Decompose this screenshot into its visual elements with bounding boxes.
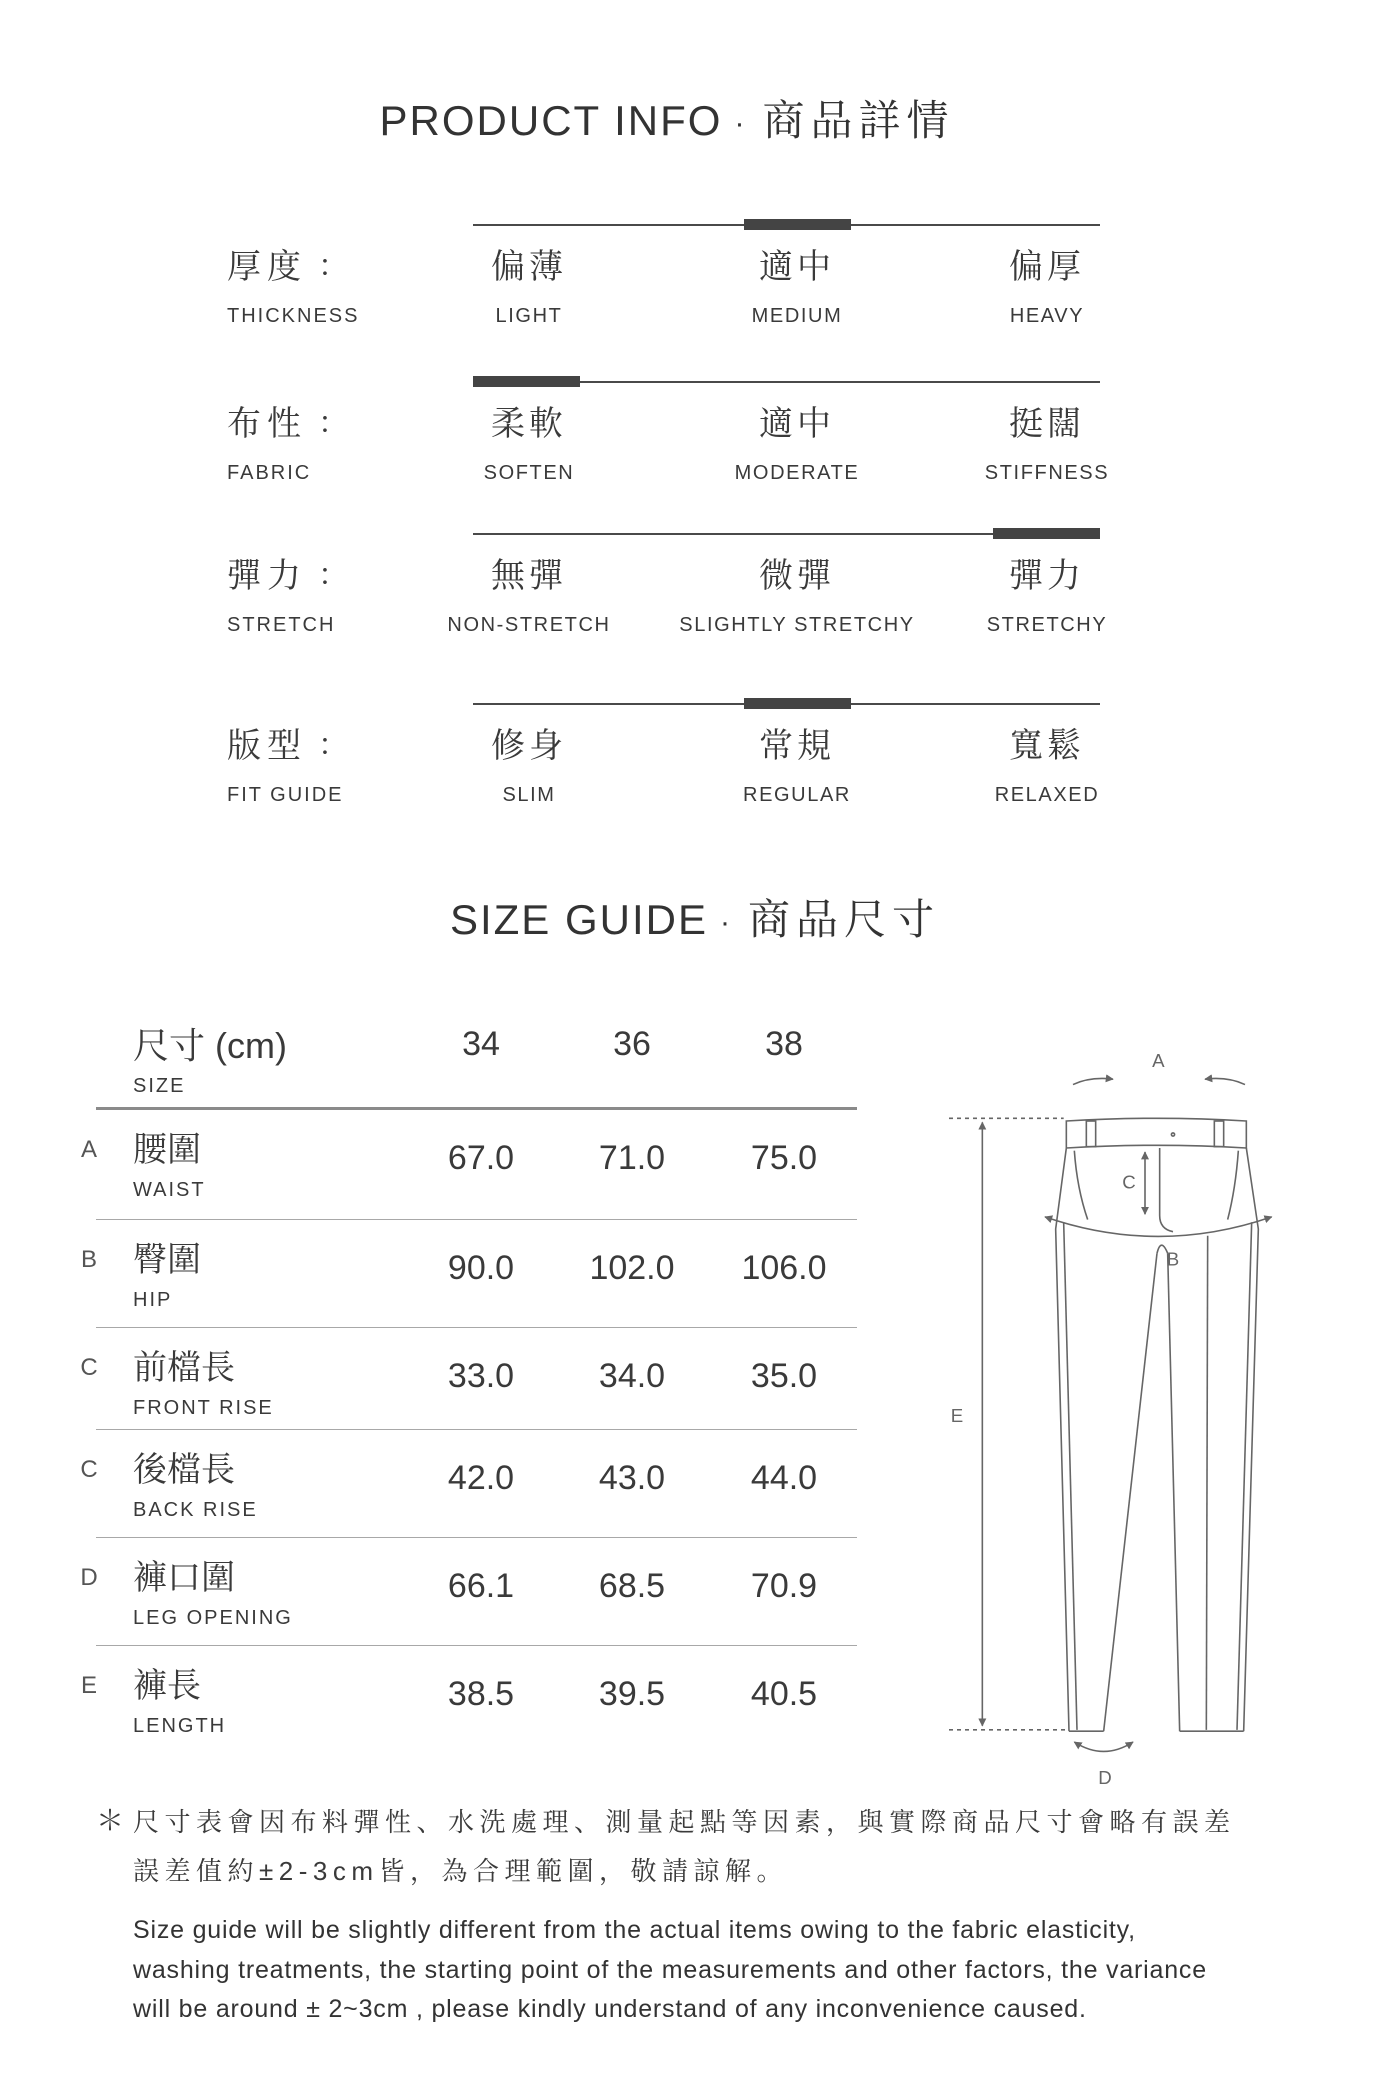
option-cn: 偏薄 bbox=[491, 248, 567, 286]
measure-letter: B bbox=[80, 1246, 97, 1273]
table-row-hip bbox=[80, 1219, 857, 1328]
option-cn: 挺闊 bbox=[1009, 405, 1085, 443]
title-separator: · bbox=[720, 905, 733, 939]
measure-cn: 褲長 bbox=[133, 1667, 201, 1705]
button bbox=[1171, 1133, 1174, 1136]
table-cell: 33.0 bbox=[447, 1357, 515, 1395]
label-b: B bbox=[1166, 1248, 1180, 1270]
measure-letter: A bbox=[80, 1136, 97, 1163]
attr-colon: ： bbox=[318, 729, 348, 762]
measure-en: BACK RISE bbox=[133, 1499, 258, 1521]
label-d: D bbox=[1098, 1766, 1112, 1788]
table-row-front-rise bbox=[80, 1327, 857, 1436]
option-en: STRETCHY bbox=[986, 614, 1108, 636]
footnote-en-line: Size guide will be slightly different from the actual items owing to the fabric elasticity, bbox=[133, 1916, 1136, 1944]
option-slim bbox=[379, 703, 679, 813]
pants-diagram bbox=[933, 1040, 1293, 1796]
leg-opening-arc bbox=[1074, 1742, 1133, 1751]
attr-row-fabric bbox=[0, 381, 1400, 501]
option-cn: 柔軟 bbox=[491, 405, 567, 443]
size-column-36: 36 bbox=[613, 1025, 651, 1063]
footnote-en-line: will be around ± 2~3cm , please kindly understand of any inconvenience caused. bbox=[133, 1995, 1087, 2023]
size-column-38: 38 bbox=[765, 1025, 803, 1063]
table-cell: 102.0 bbox=[589, 1249, 675, 1287]
attr-label-en: FIT GUIDE bbox=[227, 784, 344, 806]
measure-letter: C bbox=[80, 1456, 98, 1483]
table-row-waist bbox=[80, 1110, 857, 1218]
option-light bbox=[379, 224, 679, 334]
option-en: SLIGHTLY STRETCHY bbox=[679, 614, 915, 636]
measure-en: HIP bbox=[133, 1289, 173, 1311]
option-cn: 適中 bbox=[759, 405, 835, 443]
option-cn: 適中 bbox=[759, 248, 835, 286]
attr-colon: ： bbox=[318, 559, 348, 592]
table-cell: 106.0 bbox=[741, 1249, 827, 1287]
table-cell: 68.5 bbox=[598, 1567, 666, 1605]
measure-en: WAIST bbox=[133, 1179, 206, 1201]
table-cell: 38.5 bbox=[447, 1675, 515, 1713]
title-cn: 商品尺寸 bbox=[748, 896, 941, 943]
option-cn: 常規 bbox=[759, 727, 835, 765]
option-en: SLIM bbox=[502, 784, 556, 806]
attr-label-cn: 布性 bbox=[227, 405, 307, 443]
option-en: LIGHT bbox=[495, 305, 563, 327]
option-non-stretch bbox=[379, 533, 679, 643]
left-leg-outer bbox=[1056, 1148, 1069, 1731]
table-cell: 42.0 bbox=[447, 1459, 515, 1497]
label-a: A bbox=[1152, 1049, 1165, 1072]
table-cell: 44.0 bbox=[750, 1459, 818, 1497]
right-leg-seam bbox=[1237, 1222, 1252, 1730]
measure-en: LENGTH bbox=[133, 1715, 227, 1737]
attr-label-en: FABRIC bbox=[227, 462, 312, 484]
option-en: HEAVY bbox=[1009, 305, 1085, 327]
table-cell: 67.0 bbox=[447, 1139, 515, 1177]
measure-cn: 褲口圍 bbox=[133, 1559, 235, 1597]
size-column-34: 34 bbox=[462, 1025, 500, 1063]
hip-arc bbox=[1045, 1217, 1272, 1237]
table-cell: 90.0 bbox=[447, 1249, 515, 1287]
option-cn: 彈力 bbox=[1009, 557, 1085, 595]
right-leg-inner bbox=[1168, 1253, 1180, 1731]
option-en: REGULAR bbox=[743, 784, 851, 806]
table-cell: 71.0 bbox=[598, 1139, 666, 1177]
measure-cn: 前檔長 bbox=[133, 1349, 235, 1387]
measure-cn: 後檔長 bbox=[133, 1451, 235, 1489]
attr-row-stretch bbox=[0, 533, 1400, 653]
size-header-en: SIZE bbox=[133, 1075, 186, 1097]
option-relaxed bbox=[897, 703, 1197, 813]
attr-label-cn: 彈力 bbox=[227, 557, 307, 595]
attr-label-cn: 版型 bbox=[227, 727, 307, 765]
option-cn: 微彈 bbox=[759, 557, 835, 595]
belt-loop bbox=[1086, 1121, 1095, 1147]
attr-colon: ： bbox=[318, 407, 348, 440]
option-cn: 無彈 bbox=[491, 557, 567, 595]
waist-arrow-right bbox=[1205, 1078, 1245, 1084]
waist-arrow-left bbox=[1073, 1078, 1113, 1084]
footnote-cn-line: 誤差值約±2-3cm皆，為合理範圍，敬請諒解。 bbox=[133, 1856, 789, 1886]
measure-letter: C bbox=[80, 1354, 98, 1381]
title-en: PRODUCT INFO bbox=[379, 97, 723, 144]
right-leg-crease bbox=[1206, 1236, 1207, 1730]
table-cell: 70.9 bbox=[750, 1567, 818, 1605]
pocket-right bbox=[1228, 1151, 1239, 1220]
attr-row-fit-guide bbox=[0, 703, 1400, 823]
label-e: E bbox=[950, 1404, 964, 1427]
attr-colon: ： bbox=[318, 250, 348, 283]
waistband bbox=[1066, 1118, 1246, 1148]
left-leg-seam bbox=[1064, 1222, 1077, 1730]
option-cn: 寬鬆 bbox=[1009, 727, 1085, 765]
table-cell: 43.0 bbox=[598, 1459, 666, 1497]
measure-letter: D bbox=[80, 1564, 98, 1591]
size-header-cn: 尺寸 (cm) bbox=[133, 1025, 287, 1066]
option-en: MEDIUM bbox=[751, 305, 843, 327]
option-soften bbox=[379, 381, 679, 491]
label-c: C bbox=[1122, 1171, 1136, 1193]
option-en: SOFTEN bbox=[483, 462, 575, 484]
footnote-cn-line: 尺寸表會因布料彈性、水洗處理、測量起點等因素，與實際商品尺寸會略有誤差 bbox=[133, 1807, 1236, 1837]
attr-label-en: STRETCH bbox=[227, 614, 336, 636]
size-table-header bbox=[96, 1020, 857, 1108]
attr-row-thickness bbox=[0, 224, 1400, 344]
option-stretchy bbox=[897, 533, 1197, 643]
size-guide-title bbox=[0, 895, 1390, 948]
option-en: MODERATE bbox=[734, 462, 860, 484]
table-row-leg-opening bbox=[80, 1537, 857, 1646]
footnote-en-line: washing treatments, the starting point of the measurements and other factors, the variance bbox=[133, 1956, 1207, 1984]
measure-en: LEG OPENING bbox=[133, 1607, 293, 1629]
option-en: RELAXED bbox=[994, 784, 1100, 806]
measure-cn: 腰圍 bbox=[133, 1131, 201, 1169]
option-heavy bbox=[897, 224, 1197, 334]
table-cell: 39.5 bbox=[598, 1675, 666, 1713]
attr-label-en: THICKNESS bbox=[227, 305, 360, 327]
product-info-title bbox=[0, 96, 1334, 149]
option-stiffness bbox=[897, 381, 1197, 491]
table-cell: 75.0 bbox=[750, 1139, 818, 1177]
measure-cn: 臀圍 bbox=[133, 1241, 201, 1279]
pocket-left bbox=[1074, 1151, 1087, 1220]
measure-en: FRONT RISE bbox=[133, 1397, 274, 1419]
measure-letter: E bbox=[80, 1672, 97, 1699]
belt-loop bbox=[1214, 1121, 1223, 1147]
option-cn: 修身 bbox=[491, 727, 567, 765]
table-cell: 40.5 bbox=[750, 1675, 818, 1713]
table-cell: 66.1 bbox=[447, 1567, 515, 1605]
title-en: SIZE GUIDE bbox=[449, 896, 709, 943]
left-leg-inner bbox=[1104, 1253, 1157, 1731]
table-cell: 34.0 bbox=[598, 1357, 666, 1395]
fly-seam bbox=[1160, 1148, 1173, 1232]
option-cn: 偏厚 bbox=[1009, 248, 1085, 286]
attr-label-cn: 厚度 bbox=[227, 248, 307, 286]
table-row-length bbox=[80, 1645, 857, 1754]
footnote-asterisk: ＊ bbox=[96, 1805, 125, 1836]
table-row-back-rise bbox=[80, 1429, 857, 1538]
title-cn: 商品詳情 bbox=[762, 97, 955, 144]
table-cell: 35.0 bbox=[750, 1357, 818, 1395]
title-separator: · bbox=[734, 106, 747, 140]
option-en: STIFFNESS bbox=[984, 462, 1110, 484]
option-en: NON-STRETCH bbox=[447, 614, 611, 636]
